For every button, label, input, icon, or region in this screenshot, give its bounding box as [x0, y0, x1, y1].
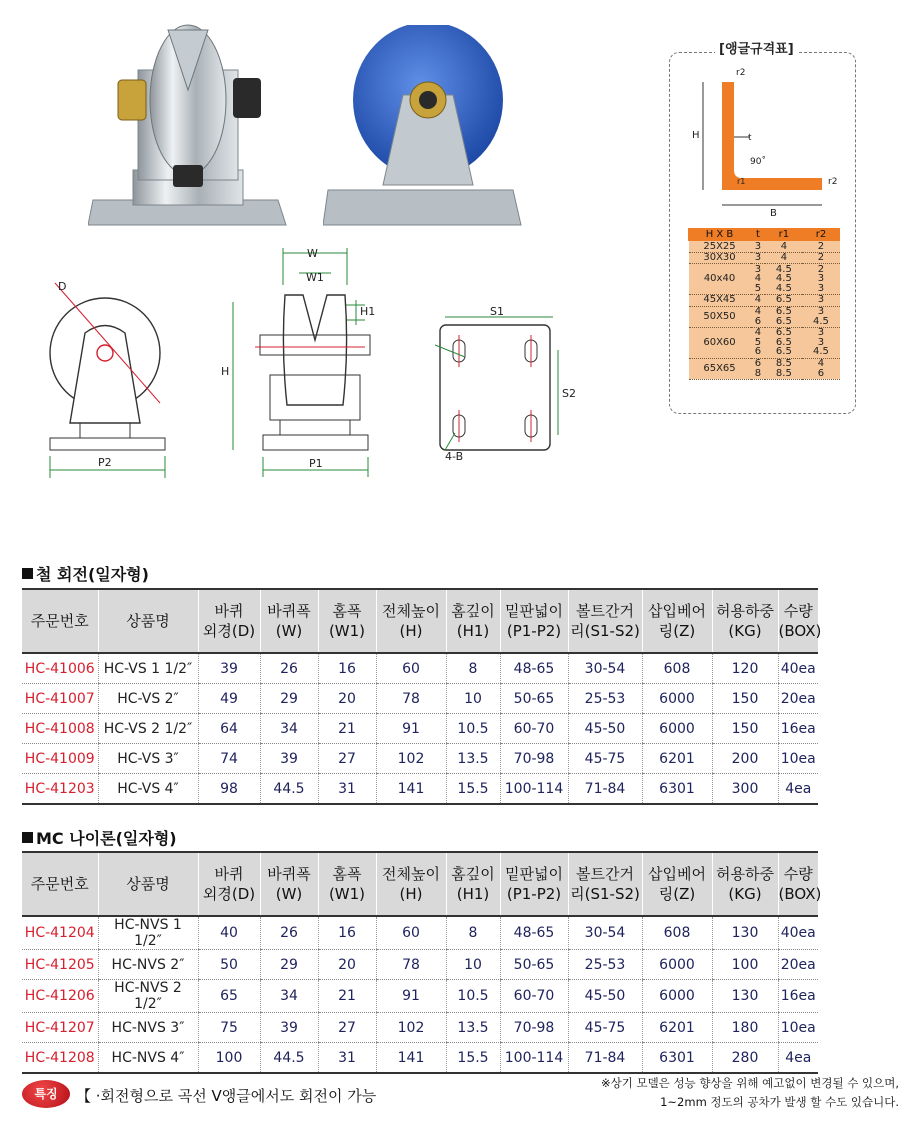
- spec-cell: 26: [260, 916, 318, 950]
- spec-cell: 4ea: [778, 774, 818, 805]
- spec-cell: 15.5: [446, 774, 500, 805]
- nylon-header-0: 주문번호: [22, 852, 98, 916]
- angle-r1: 4: [765, 252, 802, 264]
- spec-cell: 10: [446, 950, 500, 980]
- spec-cell: 50-65: [500, 950, 568, 980]
- angle-r2: 3 3 4.5: [802, 327, 839, 358]
- spec-cell: 200: [712, 744, 778, 774]
- product-name: HC-VS 1 1/2″: [98, 653, 198, 684]
- label-s1: S1: [490, 305, 504, 318]
- nylon-header-7: 밑판넓이 (P1-P2): [500, 852, 568, 916]
- nylon-header-6: 홈깊이 (H1): [446, 852, 500, 916]
- steel-header-9: 삽입베어 링(Z): [642, 589, 712, 653]
- spec-cell: 48-65: [500, 653, 568, 684]
- spec-cell: 20ea: [778, 950, 818, 980]
- spec-cell: 71-84: [568, 774, 642, 805]
- table-row: [22, 1013, 818, 1043]
- angle-header-t: t: [751, 229, 766, 241]
- spec-cell: 45-75: [568, 1013, 642, 1043]
- label-angle-t: t: [748, 133, 752, 143]
- product-name: HC-NVS 1 1/2″: [98, 916, 198, 950]
- product-name: HC-VS 4″: [98, 774, 198, 805]
- steel-header-6: 홈깊이 (H1): [446, 589, 500, 653]
- spec-cell: 78: [376, 684, 446, 714]
- spec-cell: 100-114: [500, 1043, 568, 1074]
- side-view-drawing: [40, 278, 180, 478]
- spec-cell: 10.5: [446, 980, 500, 1013]
- spec-cell: 4ea: [778, 1043, 818, 1074]
- angle-spec-title: [앵글규격표]: [715, 38, 798, 57]
- spec-cell: 74: [198, 744, 260, 774]
- spec-cell: 60: [376, 916, 446, 950]
- nylon-spec-table: [22, 851, 822, 1074]
- label-angle-90: 90˚: [750, 157, 766, 167]
- spec-cell: 31: [318, 774, 376, 805]
- spec-cell: 130: [712, 916, 778, 950]
- nylon-section-title: MC 나이론(일자형): [22, 826, 177, 849]
- spec-cell: 44.5: [260, 1043, 318, 1074]
- steel-header-4: 홈폭 (W1): [318, 589, 376, 653]
- angle-r1: 6.5: [765, 294, 802, 306]
- angle-r1: 8.5 8.5: [765, 358, 802, 379]
- angle-row: [689, 358, 840, 379]
- spec-cell: 6000: [642, 950, 712, 980]
- angle-t: 4 5 6: [751, 327, 766, 358]
- angle-hxb: 45X45: [689, 294, 751, 306]
- angle-header-r2: r2: [802, 229, 839, 241]
- label-h1: H1: [360, 305, 376, 318]
- label-4b: 4-B: [445, 450, 464, 463]
- spec-cell: 15.5: [446, 1043, 500, 1074]
- steel-header-3: 바퀴폭 (W): [260, 589, 318, 653]
- table-row: [22, 916, 818, 950]
- order-number: HC-41203: [22, 774, 98, 805]
- spec-cell: 16: [318, 653, 376, 684]
- product-name: HC-VS 2″: [98, 684, 198, 714]
- angle-profile-drawing: [688, 60, 848, 225]
- spec-cell: 25-53: [568, 684, 642, 714]
- label-angle-b: B: [770, 208, 777, 219]
- spec-cell: 50: [198, 950, 260, 980]
- spec-cell: 70-98: [500, 1013, 568, 1043]
- spec-cell: 100: [712, 950, 778, 980]
- angle-t: 3: [751, 252, 766, 264]
- product-name: HC-VS 3″: [98, 744, 198, 774]
- nylon-header-9: 삽입베어 링(Z): [642, 852, 712, 916]
- nylon-header-3: 바퀴폭 (W): [260, 852, 318, 916]
- spec-cell: 45-75: [568, 744, 642, 774]
- angle-t: 4 6: [751, 306, 766, 327]
- nylon-header-11: 수량 (BOX): [778, 852, 818, 916]
- spec-cell: 64: [198, 714, 260, 744]
- nylon-caster-photo: [323, 25, 523, 230]
- spec-cell: 60: [376, 653, 446, 684]
- spec-cell: 8: [446, 653, 500, 684]
- spec-cell: 30-54: [568, 653, 642, 684]
- angle-row: [689, 252, 840, 264]
- label-s2: S2: [562, 387, 576, 400]
- spec-cell: 44.5: [260, 774, 318, 805]
- spec-cell: 102: [376, 744, 446, 774]
- steel-header-7: 밑판넓이 (P1-P2): [500, 589, 568, 653]
- steel-header-10: 허용하중 (KG): [712, 589, 778, 653]
- spec-cell: 31: [318, 1043, 376, 1074]
- spec-cell: 102: [376, 1013, 446, 1043]
- label-p1: P1: [309, 457, 323, 470]
- angle-r2: 2 3 3: [802, 264, 839, 295]
- spec-cell: 91: [376, 714, 446, 744]
- spec-cell: 6301: [642, 774, 712, 805]
- spec-cell: 21: [318, 714, 376, 744]
- spec-cell: 70-98: [500, 744, 568, 774]
- spec-cell: 6301: [642, 1043, 712, 1074]
- label-angle-r2-top: r2: [736, 68, 746, 78]
- nylon-header-1: 상품명: [98, 852, 198, 916]
- order-number: HC-41008: [22, 714, 98, 744]
- spec-cell: 130: [712, 980, 778, 1013]
- base-plate-drawing: [425, 305, 595, 470]
- spec-cell: 29: [260, 950, 318, 980]
- spec-cell: 10.5: [446, 714, 500, 744]
- notice-line-2: 1~2mm 정도의 공차가 발생 할 수도 있습니다.: [660, 1095, 899, 1109]
- spec-cell: 10: [446, 684, 500, 714]
- steel-header-0: 주문번호: [22, 589, 98, 653]
- label-w: W: [307, 247, 318, 260]
- spec-cell: 20: [318, 950, 376, 980]
- angle-row: [689, 241, 840, 253]
- spec-cell: 13.5: [446, 744, 500, 774]
- angle-header-hxb: H X B: [689, 229, 751, 241]
- spec-cell: 6000: [642, 714, 712, 744]
- label-angle-r2-bottom: r2: [828, 177, 838, 187]
- spec-cell: 16: [318, 916, 376, 950]
- steel-header-1: 상품명: [98, 589, 198, 653]
- table-row: [22, 1043, 818, 1074]
- nylon-body: [22, 916, 818, 1073]
- spec-cell: 60-70: [500, 980, 568, 1013]
- table-row: [22, 653, 818, 684]
- spec-cell: 150: [712, 714, 778, 744]
- spec-cell: 50-65: [500, 684, 568, 714]
- steel-spec-table: [22, 588, 822, 805]
- spec-cell: 150: [712, 684, 778, 714]
- spec-cell: 34: [260, 980, 318, 1013]
- spec-cell: 141: [376, 1043, 446, 1074]
- order-number: HC-41007: [22, 684, 98, 714]
- nylon-header-5: 전체높이 (H): [376, 852, 446, 916]
- label-w1: W1: [306, 271, 324, 284]
- spec-cell: 34: [260, 714, 318, 744]
- spec-cell: 6000: [642, 684, 712, 714]
- table-row: [22, 684, 818, 714]
- spec-cell: 20: [318, 684, 376, 714]
- spec-cell: 98: [198, 774, 260, 805]
- spec-cell: 10ea: [778, 744, 818, 774]
- table-row: [22, 980, 818, 1013]
- nylon-header-2: 바퀴 외경(D): [198, 852, 260, 916]
- spec-cell: 120: [712, 653, 778, 684]
- label-angle-r1: r1: [737, 177, 746, 186]
- steel-header-2: 바퀴 외경(D): [198, 589, 260, 653]
- spec-cell: 608: [642, 653, 712, 684]
- spec-cell: 40ea: [778, 916, 818, 950]
- spec-cell: 78: [376, 950, 446, 980]
- angle-t: 3 4 5: [751, 264, 766, 295]
- angle-t: 4: [751, 294, 766, 306]
- spec-cell: 60-70: [500, 714, 568, 744]
- spec-cell: 65: [198, 980, 260, 1013]
- steel-body: [22, 653, 818, 804]
- spec-cell: 141: [376, 774, 446, 805]
- spec-cell: 39: [198, 653, 260, 684]
- spec-cell: 10ea: [778, 1013, 818, 1043]
- spec-cell: 30-54: [568, 916, 642, 950]
- spec-cell: 45-50: [568, 714, 642, 744]
- label-d: D: [58, 280, 67, 293]
- spec-cell: 180: [712, 1013, 778, 1043]
- product-name: HC-NVS 2″: [98, 950, 198, 980]
- spec-cell: 8: [446, 916, 500, 950]
- steel-header-8: 볼트간거 리(S1-S2): [568, 589, 642, 653]
- label-h: H: [221, 365, 230, 378]
- spec-cell: 100: [198, 1043, 260, 1074]
- feature-badge: 특징: [22, 1080, 70, 1108]
- angle-r1: 6.5 6.5 6.5: [765, 327, 802, 358]
- nylon-header-8: 볼트간거 리(S1-S2): [568, 852, 642, 916]
- spec-cell: 16ea: [778, 980, 818, 1013]
- notice-line-1: ※상기 모델은 성능 향상을 위해 예고없이 변경될 수 있으며,: [600, 1076, 899, 1090]
- angle-t: 6 8: [751, 358, 766, 379]
- spec-cell: 280: [712, 1043, 778, 1074]
- angle-row: [689, 294, 840, 306]
- angle-r1: 4.5 4.5 4.5: [765, 264, 802, 295]
- order-number: HC-41204: [22, 916, 98, 950]
- spec-cell: 300: [712, 774, 778, 805]
- spec-cell: 48-65: [500, 916, 568, 950]
- table-row: [22, 950, 818, 980]
- spec-cell: 6201: [642, 744, 712, 774]
- table-row: [22, 774, 818, 805]
- angle-header-r1: r1: [765, 229, 802, 241]
- order-number: HC-41208: [22, 1043, 98, 1074]
- spec-cell: 21: [318, 980, 376, 1013]
- angle-r2: 4 6: [802, 358, 839, 379]
- spec-cell: 45-50: [568, 980, 642, 1013]
- angle-row: [689, 327, 840, 358]
- spec-cell: 39: [260, 744, 318, 774]
- order-number: HC-41009: [22, 744, 98, 774]
- angle-row: [689, 306, 840, 327]
- angle-hxb: 25X25: [689, 241, 751, 253]
- product-name: HC-NVS 3″: [98, 1013, 198, 1043]
- angle-hxb: 60X60: [689, 327, 751, 358]
- product-name: HC-NVS 2 1/2″: [98, 980, 198, 1013]
- order-number: HC-41206: [22, 980, 98, 1013]
- product-name: HC-VS 2 1/2″: [98, 714, 198, 744]
- steel-header-5: 전체높이 (H): [376, 589, 446, 653]
- nylon-header-row: [22, 852, 818, 916]
- spec-cell: 6000: [642, 980, 712, 1013]
- spec-cell: 29: [260, 684, 318, 714]
- spec-cell: 13.5: [446, 1013, 500, 1043]
- spec-cell: 40ea: [778, 653, 818, 684]
- spec-cell: 75: [198, 1013, 260, 1043]
- order-number: HC-41205: [22, 950, 98, 980]
- table-row: [22, 714, 818, 744]
- feature-text: 【 ·회전형으로 곡선 V앵글에서도 회전이 가능: [76, 1087, 377, 1105]
- angle-r1: 6.5 6.5: [765, 306, 802, 327]
- angle-r2: 3: [802, 294, 839, 306]
- spec-cell: 26: [260, 653, 318, 684]
- spec-cell: 6201: [642, 1013, 712, 1043]
- angle-hxb: 50X50: [689, 306, 751, 327]
- angle-hxb: 65X65: [689, 358, 751, 379]
- spec-cell: 39: [260, 1013, 318, 1043]
- steel-header-11: 수량 (BOX): [778, 589, 818, 653]
- spec-cell: 49: [198, 684, 260, 714]
- angle-t: 3: [751, 241, 766, 253]
- angle-r2: 2: [802, 252, 839, 264]
- order-number: HC-41207: [22, 1013, 98, 1043]
- angle-spec-table: [688, 228, 840, 380]
- front-view-drawing: [215, 245, 385, 480]
- spec-cell: 100-114: [500, 774, 568, 805]
- spec-cell: 16ea: [778, 714, 818, 744]
- angle-r1: 4: [765, 241, 802, 253]
- spec-cell: 27: [318, 1013, 376, 1043]
- steel-caster-photo: [88, 20, 288, 230]
- nylon-header-10: 허용하중 (KG): [712, 852, 778, 916]
- product-name: HC-NVS 4″: [98, 1043, 198, 1074]
- angle-hxb: 30X30: [689, 252, 751, 264]
- steel-section-title: 철 회전(일자형): [22, 562, 149, 585]
- nylon-header-4: 홈폭 (W1): [318, 852, 376, 916]
- spec-cell: 20ea: [778, 684, 818, 714]
- order-number: HC-41006: [22, 653, 98, 684]
- spec-cell: 71-84: [568, 1043, 642, 1074]
- spec-cell: 25-53: [568, 950, 642, 980]
- angle-r2: 2: [802, 241, 839, 253]
- label-p2: P2: [98, 456, 112, 469]
- spec-cell: 27: [318, 744, 376, 774]
- spec-cell: 91: [376, 980, 446, 1013]
- angle-hxb: 40x40: [689, 264, 751, 295]
- spec-cell: 40: [198, 916, 260, 950]
- angle-r2: 3 4.5: [802, 306, 839, 327]
- angle-row: [689, 264, 840, 295]
- table-row: [22, 744, 818, 774]
- steel-header-row: [22, 589, 818, 653]
- label-angle-h: H: [692, 130, 700, 141]
- spec-cell: 608: [642, 916, 712, 950]
